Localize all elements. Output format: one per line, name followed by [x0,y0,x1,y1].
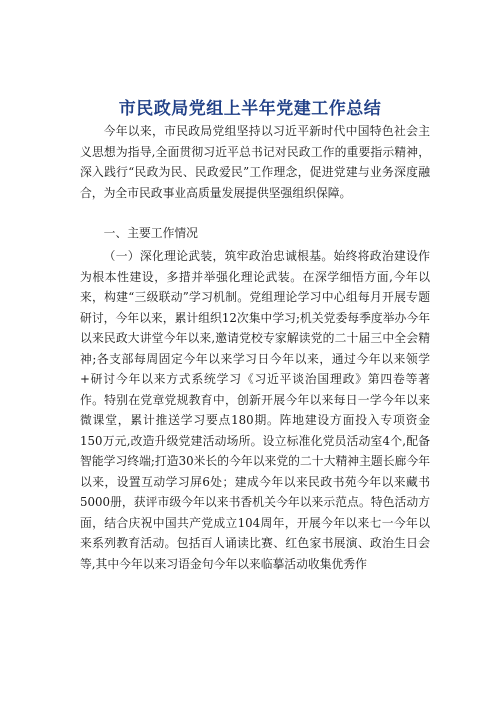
subsection-paragraph [80,246,430,574]
section-heading: 一、主要工作情况 [103,226,198,240]
intro-paragraph: 今年以来，市民政局党组坚持以习近平新时代中国特色社会主义思想为指导,全面贯彻习近平总书记对民政工作的重要指示精神，深入践行“民政为民、民政爱民”工作理念，促进党建与业务深度融合，为全市民政事业高质量发展提供坚强组织保障。 [80,124,430,200]
subsection-lead: （一）深化理论武装，筑牢政治忠诚根基。 [103,249,334,263]
document-title: 市民政局党组上半年党建工作总结 [118,99,382,119]
subsection-body: 始终将政治建设作为根本性建设，多措并举强化理论武装。在深学细悟方面,今年以来，构建“三级联动”学习机制。党组理论学习中心组每月开展专题研讨，今年以来，累计组织12次集中学习;机关党委每季度举办今年以来民政大讲堂今年以来,邀请党校专家解读党的二十届三中全会精神;各支部每周固定今年以来学习日今年以来，通过今年以来领学+研讨今年以来方式系统学习《习近平谈治国理政》第四卷等著作。特别在党章党规教育中，创新开展今年以来每日一学今年以来微课堂，累计推送学习要点180期。阵地建设方面投入专项资金150万元,改造升级党建活动场所。设立标准化党员活动室4个,配备智能学习终端;打造30米长的今年以来党的二十大精神主题长廊今年以来，设置互动学习屏6处；建成今年以来民政书苑今年以来藏书5000册，获评市级今年以来书香机关今年以来示范点。特色活动方面，结合庆祝中国共产党成立104周年，开展今年以来七一今年以来系列教育活动。包括百人诵读比赛、红色家书展演、政治生日会等,其中今年以来习语金句今年以来临摹活动收集优秀作 [80,249,430,571]
